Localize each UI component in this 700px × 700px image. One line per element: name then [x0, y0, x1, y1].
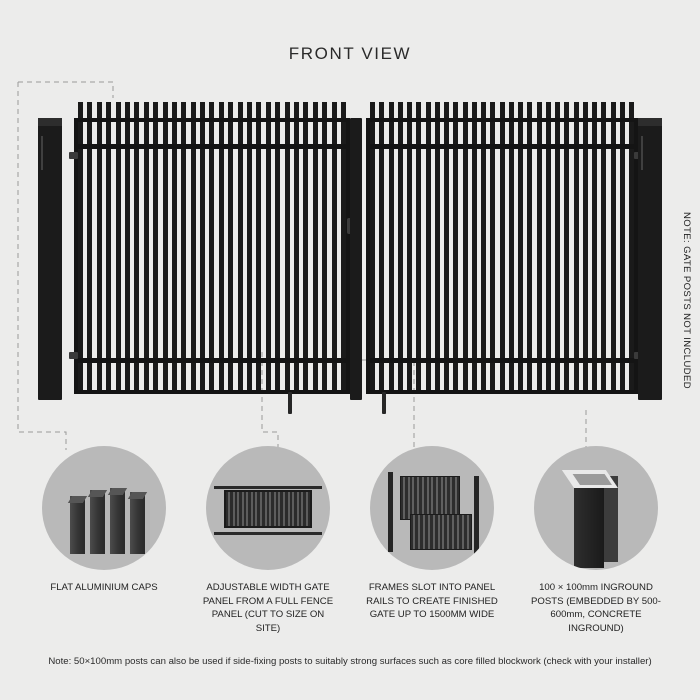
frame-picket	[450, 477, 452, 519]
frame-picket	[412, 477, 414, 519]
frame-picket	[447, 515, 449, 549]
frame-picket	[441, 477, 443, 519]
feature-adjustable-width-gate-panel	[204, 446, 332, 635]
frame-picket	[413, 515, 415, 549]
panel-picket	[306, 492, 308, 526]
gate-front-view	[30, 112, 670, 412]
post-cap-right	[638, 118, 662, 126]
feature-image-frame-slot	[370, 446, 494, 570]
feature-image-caps	[42, 446, 166, 570]
post-side-face	[604, 476, 618, 562]
panel-picket	[265, 492, 267, 526]
panel-picket	[242, 492, 244, 526]
frame-picket	[403, 477, 405, 519]
frame-picket	[408, 477, 410, 519]
footer-note: Note: 50×100mm posts can also be used if side-fixing posts to suitably strong surfaces such as core filled blockwork (check with your installer)	[48, 656, 652, 667]
feature-callout-row	[0, 446, 700, 635]
dropbolt-right	[382, 392, 386, 414]
page-title: FRONT VIEW	[288, 44, 412, 63]
frame-post-left	[388, 472, 393, 552]
cap-fin	[110, 488, 125, 554]
gate-post-right	[638, 118, 662, 400]
post-highlight-left	[41, 136, 43, 170]
feature-caption: FLAT ALUMINIUM CAPS	[50, 582, 158, 593]
panel-picket	[288, 492, 290, 526]
gate-rail-bottom-right	[366, 358, 638, 363]
frame-picket	[442, 515, 444, 549]
feature-caption: ADJUSTABLE WIDTH GATE PANEL FROM A FULL FENCE PANEL (CUT TO SIZE ON SITE)	[202, 582, 334, 634]
gate-frame-right	[366, 118, 638, 394]
panel-rail-top	[214, 486, 322, 489]
panel-picket	[274, 492, 276, 526]
panel-picket	[233, 492, 235, 526]
frame-picket	[436, 477, 438, 519]
feature-frames-slot-into-panel-rails	[368, 446, 496, 635]
gate-frame-left	[74, 118, 350, 394]
frame-picket	[438, 515, 440, 549]
panel-picket	[255, 492, 257, 526]
frame-picket	[422, 477, 424, 519]
panel-picket	[297, 492, 299, 526]
gate-leaf-right	[366, 118, 638, 394]
note-gate-posts-not-included: NOTE: GATE POSTS NOT INCLUDED	[681, 212, 692, 389]
gate-post-centre	[350, 118, 362, 400]
frame-picket	[433, 515, 435, 549]
feature-flat-aluminium-caps	[40, 446, 168, 635]
cap-fin	[130, 492, 145, 554]
panel-picket	[246, 492, 248, 526]
post-front-face	[574, 482, 604, 568]
feature-inground-posts	[532, 446, 660, 635]
feature-image-inground-post	[534, 446, 658, 570]
feature-image-panel	[206, 446, 330, 570]
panel-mini	[224, 490, 312, 528]
panel-picket	[237, 492, 239, 526]
frame-picket	[431, 477, 433, 519]
hinge-left-bottom	[69, 352, 78, 359]
panel-picket	[283, 492, 285, 526]
frame-picket	[455, 477, 457, 519]
gate-post-left	[38, 118, 62, 400]
frame-picket	[445, 477, 447, 519]
panel-picket	[251, 492, 253, 526]
post-cap-inner	[573, 474, 612, 485]
frame-picket	[427, 477, 429, 519]
gate-leaf-left	[74, 118, 350, 394]
panel-picket	[260, 492, 262, 526]
gate-rail-top-right	[366, 144, 638, 149]
frame-picket	[423, 515, 425, 549]
panel-picket	[269, 492, 271, 526]
frame-picket	[417, 477, 419, 519]
frame-panel-lower	[410, 514, 472, 550]
frame-picket	[428, 515, 430, 549]
panel-picket	[292, 492, 294, 526]
hinge-left-top	[69, 152, 78, 159]
frame-picket	[462, 515, 464, 549]
post-highlight-right	[641, 136, 643, 170]
frame-picket	[467, 515, 469, 549]
feature-caption: FRAMES SLOT INTO PANEL RAILS TO CREATE FINISHED GATE UP TO 1500MM WIDE	[366, 582, 498, 621]
dropbolt-left	[288, 392, 292, 414]
frame-post-right	[474, 476, 479, 554]
post-cap-left	[38, 118, 62, 126]
frame-picket	[457, 515, 459, 549]
frame-picket	[418, 515, 420, 549]
frame-picket	[452, 515, 454, 549]
cap-fin	[90, 490, 105, 554]
panel-picket	[278, 492, 280, 526]
panel-picket	[301, 492, 303, 526]
gate-rail-top-left	[74, 144, 350, 149]
panel-rail-bottom	[214, 532, 322, 535]
panel-picket	[228, 492, 230, 526]
feature-caption: 100 × 100mm INGROUND POSTS (EMBEDDED BY 500-600mm, CONCRETE INGROUND)	[531, 582, 661, 634]
gate-rail-bottom-left	[74, 358, 350, 363]
cap-fin	[70, 496, 85, 554]
